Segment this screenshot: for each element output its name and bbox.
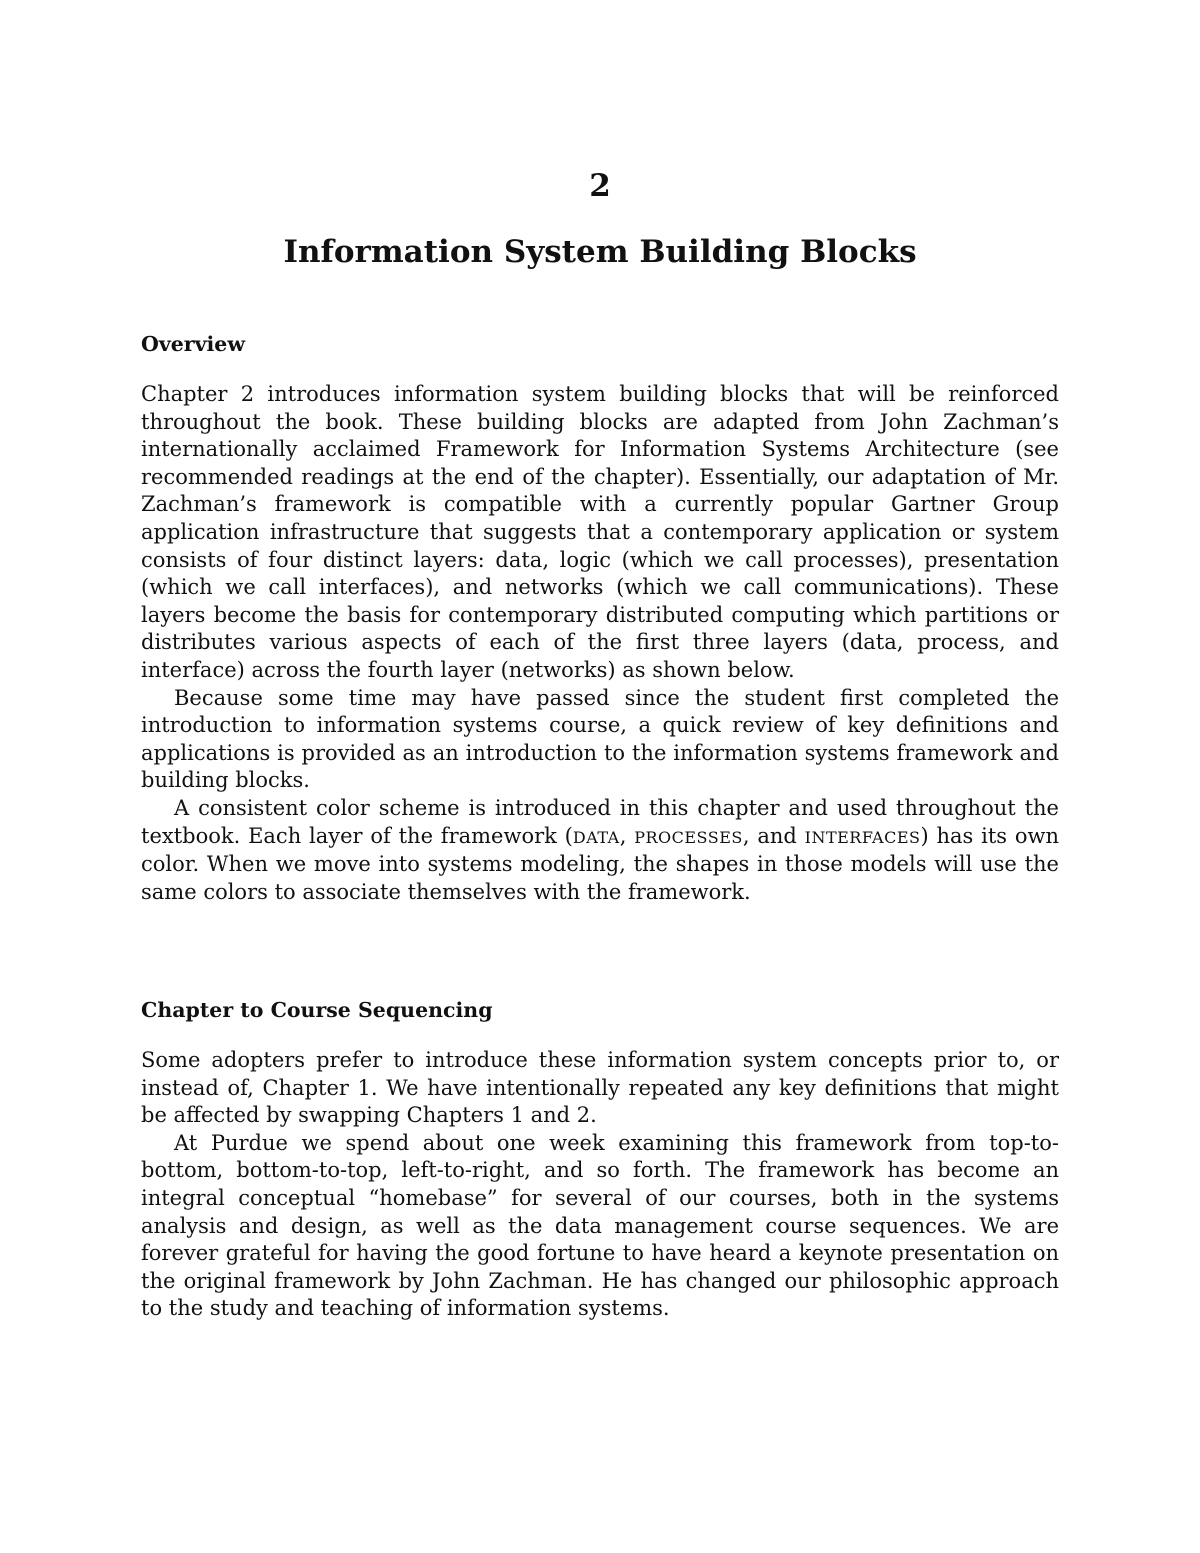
chapter-title: Information System Building Blocks bbox=[283, 234, 917, 270]
section-heading-sequencing: Chapter to Course Sequencing bbox=[141, 998, 493, 1022]
overview-paragraph-3-text-a: A consistent color scheme is introduced in this chapter and used throughout the textbook. Each layer of the framework ( bbox=[141, 795, 1059, 848]
layer-label-data: DATA bbox=[572, 827, 620, 847]
sequencing-paragraph-1: Some adopters prefer to introduce these information system concepts prior to, or instead of, Chapter 1. We have intentionally repeated any key definitions that might be affected by swapping Chapters 1 and 2. bbox=[141, 1048, 1059, 1128]
sequencing-paragraph-2: At Purdue we spend about one week examining this framework from top-to-bottom, bottom-to-top, left-to-right, and so forth. The framework has become an integral conceptual “homebase” for several of our courses, both in the systems analysis and design, as well as the data management course sequences. We are forever grateful for having the good fortune to have heard a keynote presentation on the original framework by John Zachman. He has changed our philosophic approach to the study and teaching of information systems. bbox=[141, 1130, 1059, 1321]
separator: , bbox=[619, 823, 635, 848]
overview-paragraph-3-text-b: ) has its own color. When we move into systems modeling, the shapes in those models will use the same colors to associate themselves with the framework. bbox=[141, 823, 1059, 904]
overview-paragraph-2: Because some time may have passed since the student first completed the introduction to information systems course, a quick review of key definitions and applications is provided as an introduction to the information systems framework and building blocks. bbox=[141, 685, 1059, 793]
section-overview bbox=[141, 381, 1059, 906]
separator: , and bbox=[742, 823, 805, 848]
section-heading-overview: Overview bbox=[141, 332, 246, 356]
overview-paragraph-1: Chapter 2 introduces information system building blocks that will be reinforced throughout the book. These building blocks are adapted from John Zachman’s internationally acclaimed Framework for Information Systems Architecture (see recommended readings at the end of the chapter). Essentially, our adaptation of Mr. Zachman’s framework is compatible with a currently popular Gartner Group application infrastructure that suggests that a contemporary application or system consists of four distinct layers: data, logic (which we call processes), presentation (which we call interfaces), and networks (which we call communications). These layers become the basis for contemporary distributed computing which partitions or distributes various aspects of each of the first three layers (data, process, and interface) across the fourth layer (networks) as shown below. bbox=[141, 382, 1059, 682]
section-sequencing bbox=[141, 1047, 1059, 1323]
overview-paragraph-3 bbox=[141, 795, 1059, 906]
chapter-number: 2 bbox=[589, 168, 611, 204]
layer-label-interfaces: INTERFACES bbox=[804, 827, 921, 847]
layer-label-processes: PROCESSES bbox=[634, 827, 743, 847]
